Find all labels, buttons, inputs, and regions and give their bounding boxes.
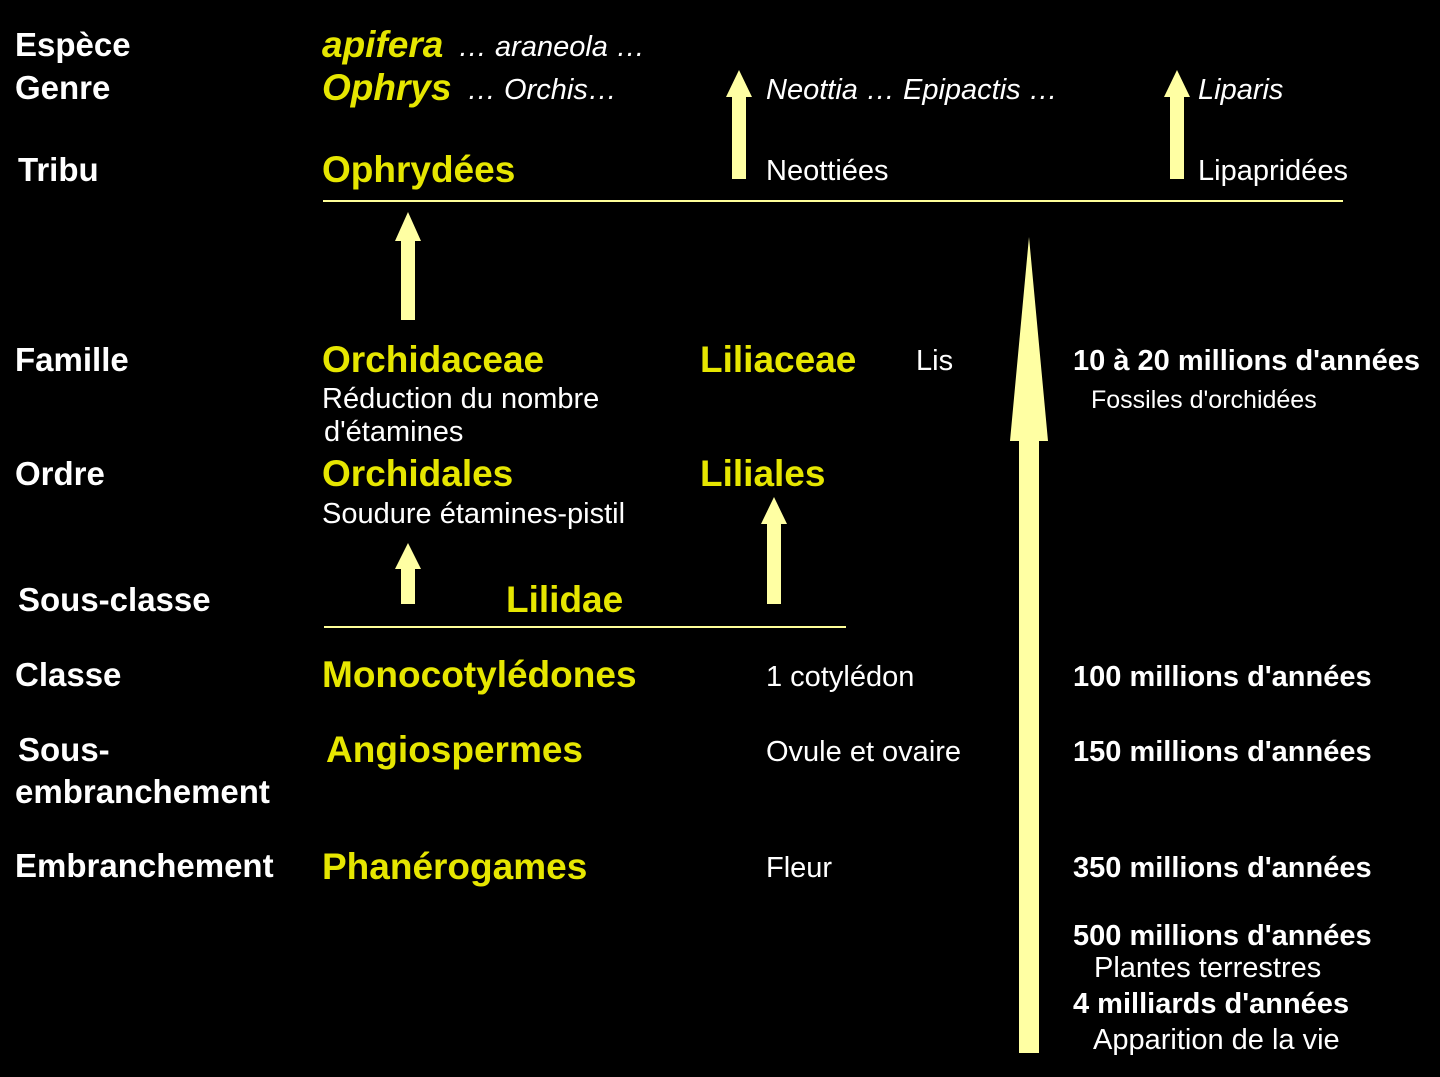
liparidees-genera: Liparis bbox=[1198, 74, 1284, 106]
rank-embranchement: Embranchement bbox=[15, 847, 274, 884]
tribu-liparidees: Lipapridées bbox=[1198, 155, 1348, 187]
arrow-liparidees bbox=[1164, 70, 1190, 179]
taxon-sous-embranchement: Angiospermes bbox=[326, 729, 584, 770]
rank-sous-classe: Sous-classe bbox=[18, 581, 211, 618]
timeline-arrow bbox=[1010, 237, 1048, 1053]
rank-sous-embranchement-line2: embranchement bbox=[15, 773, 270, 810]
famille-age-note: Fossiles d'orchidées bbox=[1091, 386, 1317, 414]
tribu-neottiees: Neottiées bbox=[766, 155, 889, 187]
famille-trait-line1: Réduction du nombre bbox=[322, 383, 600, 415]
taxon-genre: Ophrys bbox=[322, 67, 452, 108]
genre-others: … Orchis… bbox=[467, 74, 617, 106]
rank-tribu: Tribu bbox=[18, 151, 99, 188]
arrow-to-ophrydees bbox=[395, 212, 421, 320]
timeline-event-1: Plantes terrestres bbox=[1094, 952, 1322, 984]
timeline-event-2: Apparition de la vie bbox=[1093, 1024, 1340, 1056]
rank-sous-embranchement-line1: Sous- bbox=[18, 731, 110, 768]
famille-age: 10 à 20 millions d'années bbox=[1073, 345, 1420, 377]
taxon-classe: Monocotylédones bbox=[322, 654, 637, 695]
rank-genre: Genre bbox=[15, 69, 111, 106]
arrow-neottiees bbox=[726, 70, 752, 179]
embranchement-age: 350 millions d'années bbox=[1073, 852, 1372, 884]
rank-ordre: Ordre bbox=[15, 455, 105, 492]
taxon-sous-classe: Lilidae bbox=[506, 579, 624, 620]
famille-sister-example: Lis bbox=[916, 345, 954, 377]
arrow-to-orchidales bbox=[395, 543, 421, 604]
ordre-sister-taxon: Liliales bbox=[700, 453, 826, 494]
timeline-age-1: 500 millions d'années bbox=[1073, 920, 1372, 952]
sous-embranchement-trait: Ovule et ovaire bbox=[766, 736, 962, 768]
taxon-tribu: Ophrydées bbox=[322, 149, 516, 190]
rank-classe: Classe bbox=[15, 656, 122, 693]
neottiees-genera: Neottia … Epipactis … bbox=[766, 74, 1058, 106]
sous-embranchement-age: 150 millions d'années bbox=[1073, 736, 1372, 768]
classe-age: 100 millions d'années bbox=[1073, 661, 1372, 693]
ordre-trait: Soudure étamines-pistil bbox=[322, 498, 626, 530]
taxon-ordre: Orchidales bbox=[322, 453, 514, 494]
taxon-embranchement: Phanérogames bbox=[322, 846, 588, 887]
taxon-espece: apifera bbox=[322, 24, 444, 65]
arrow-to-liliales bbox=[761, 497, 787, 604]
embranchement-trait: Fleur bbox=[766, 852, 833, 884]
taxon-famille: Orchidaceae bbox=[322, 339, 545, 380]
rank-famille: Famille bbox=[15, 341, 129, 378]
famille-sister-taxon: Liliaceae bbox=[700, 339, 857, 380]
espece-others: … araneola … bbox=[458, 31, 645, 63]
famille-trait-line2: d'étamines bbox=[324, 416, 464, 448]
timeline-age-2: 4 milliards d'années bbox=[1073, 988, 1350, 1020]
classe-trait: 1 cotylédon bbox=[766, 661, 915, 693]
rank-espece: Espèce bbox=[15, 26, 131, 63]
